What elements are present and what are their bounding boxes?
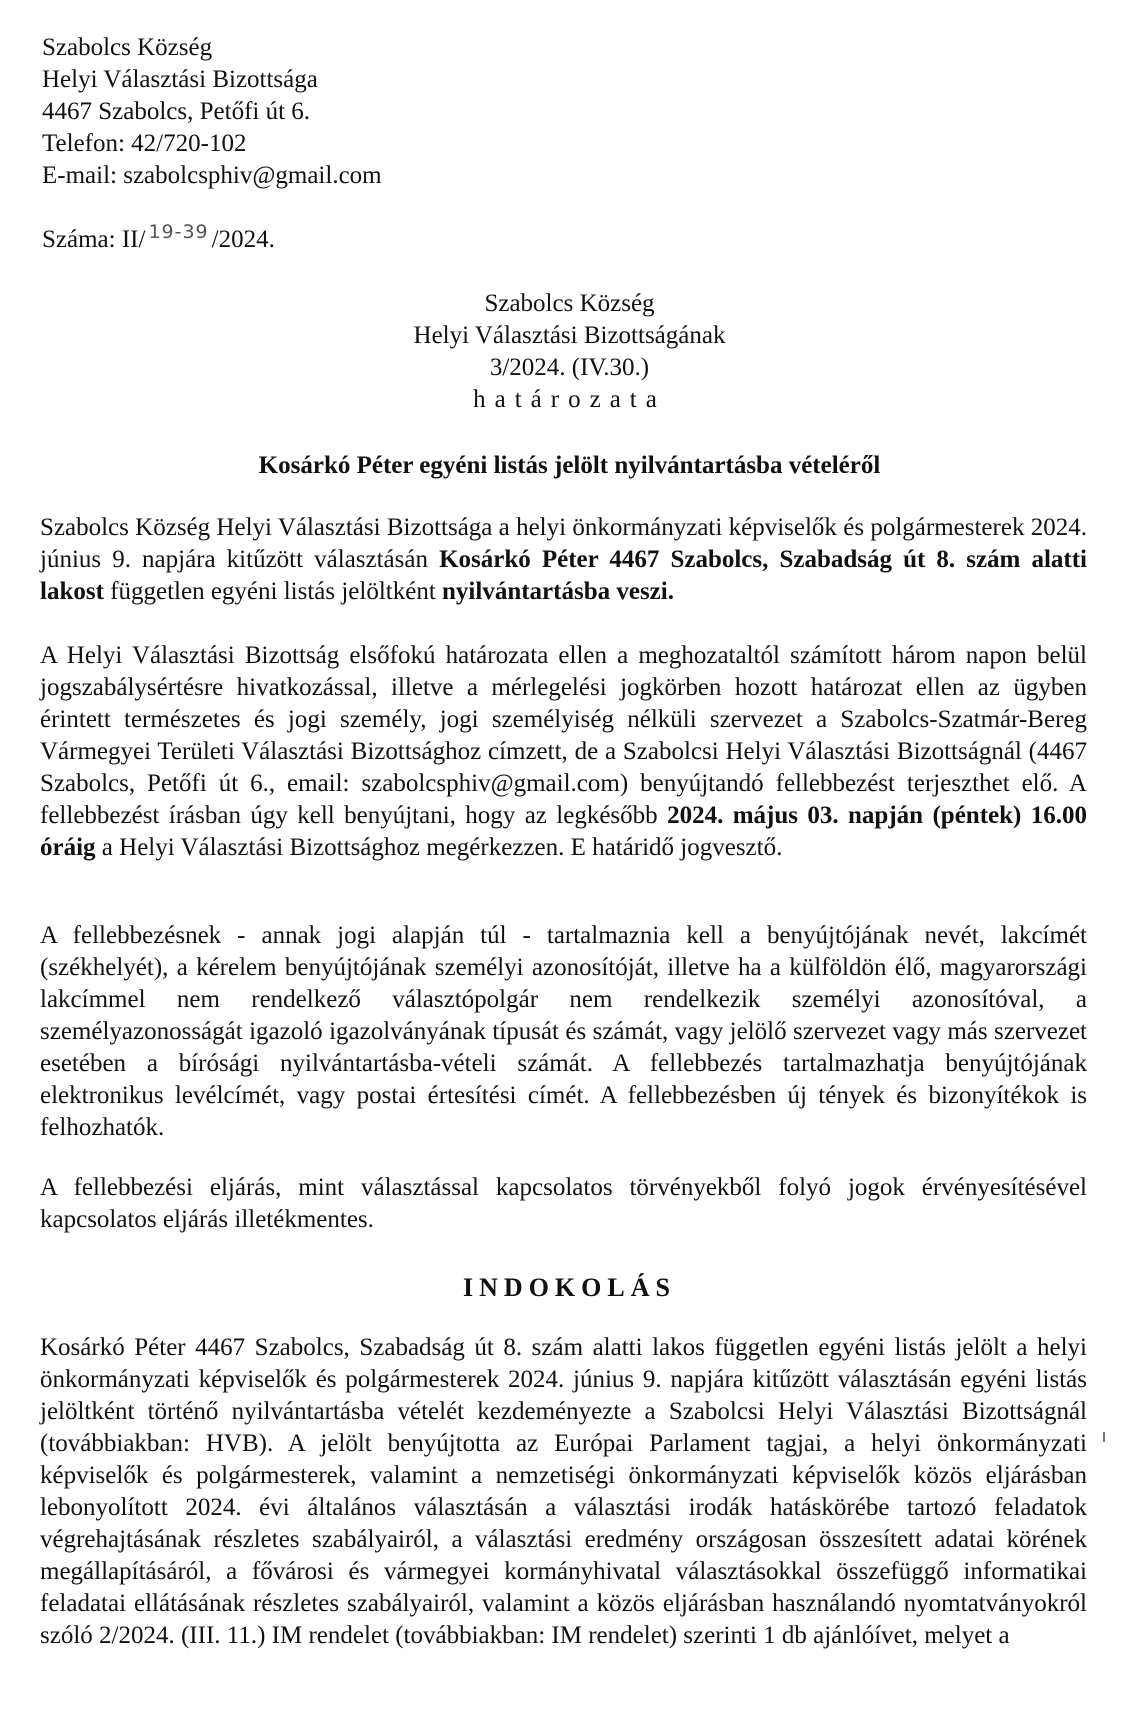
reference-number [42,221,275,257]
justification-title: INDOKOLÁS [463,1273,676,1302]
subject-line: Kosárkó Péter egyéni listás jelölt nyilvántartásba vételéről [258,452,881,479]
sender-address: 4467 Szabolcs, Petőfi út 6. [42,98,311,125]
justification-paragraph [40,1332,1087,1652]
decision-text-1: Szabolcs Község Helyi Választási Bizottsága a helyi önkormányzati képviselők és polgármesterek 2024. június 9. napjára kitűzött választásán [40,514,1087,573]
heading-resolution-number: 3/2024. (IV.30.) [489,354,650,381]
appeal-deadline: 2024. május 03. napján (péntek) 16.00 óráig [40,802,1087,861]
sender-name: Szabolcs Község [42,34,213,61]
reference-prefix: Száma: II/ [42,226,146,253]
appeal-contents-paragraph [40,920,1087,1144]
handwritten-number: 19-39 [148,221,209,243]
appeal-contents-text: A fellebbezésnek - annak jogi alapján túl - tartalmaznia kell a benyújtójának nevét, lakcímét (székhelyét), a kérelem benyújtójának személyi azonosítóját, illetve ha a külföldön élő, magyarországi lakcímmel nem rendelkező választópolgár nem rendelkezik személyi azonosítóval, a személyazonosságát igazoló igazolványának típusát és számát, vagy jelölő szervezet vagy más szervezet esetében a bírósági nyilvántartásba-vételi számát. A fellebbezés tartalmazhatja benyújtójának elektronikus levélcímét, vagy postai értesítési címét. A fellebbezésben új tények és bizonyítékok is felhozhatók. [40,922,1087,1141]
heading-committee: Helyi Választási Bizottságának [413,322,726,349]
decision-outcome: nyilvántartásba veszi. [442,578,674,605]
fee-text: A fellebbezési eljárás, mint választással kapcsolatos törvényekből folyó jogok érvényesítésével kapcsolatos eljárás illetékmentes. [40,1174,1087,1233]
sender-block [42,32,382,192]
reference-suffix: /2024. [211,226,275,253]
resolution-heading [0,288,1139,416]
heading-resolution-word: határozata [473,386,666,413]
fee-paragraph [40,1172,1087,1236]
sender-committee: Helyi Választási Bizottsága [42,66,318,93]
sender-email: E-mail: szabolcsphiv@gmail.com [42,162,382,189]
scan-mark [1103,1432,1105,1442]
sender-phone: Telefon: 42/720-102 [42,130,247,157]
appeal-paragraph [40,640,1087,864]
decision-candidate: Kosárkó Péter 4467 Szabolcs, Szabadság út 8. szám alatti lakost [40,546,1088,605]
decision-paragraph [40,512,1087,608]
justification-text: Kosárkó Péter 4467 Szabolcs, Szabadság út 8. szám alatti lakos független egyéni listás jelölt a helyi önkormányzati képviselők és polgármesterek 2024. június 9. napjára kitűzött választásán egyéni listás jelöltként történő nyilvántartásba vételét kezdeményezte a Szabolcsi Helyi Választási Bizottságnál (továbbiakban: HVB). A jelölt benyújtotta az Európai Parlament tagjai, a helyi önkormányzati képviselők és polgármesterek, valamint a nemzetiségi önkormányzati képviselők közös eljárásban lebonyolított 2024. évi általános választásán a választási irodák hatáskörébe tartozó feladatok végrehajtásának részletes szabályairól, a választási eredmény országosan összesített adatai körének megállapításáról, a fővárosi és vármegyei kormányhivatal választásokkal összefüggő informatikai feladatai ellátásának részletes szabályairól, valamint a közös eljárásban használandó nyomtatványokról szóló 2/2024. (III. 11.) IM rendelet (továbbiakban: IM rendelet) szerinti 1 db ajánlóívet, melyet a [40,1334,1087,1649]
decision-text-2: független egyéni listás jelöltként [103,578,443,605]
appeal-text-2: a Helyi Választási Bizottsághoz megérkezzen. E határidő jogvesztő. [95,834,783,861]
appeal-text-1: A Helyi Választási Bizottság elsőfokú határozata ellen a meghozataltól számított három napon belül jogszabálysértésre hivatkozással, illetve a mérlegelési jogkörben hozott határozat ellen az ügyben érintett természetes és jogi személy, jogi személyiség nélküli szervezet a Szabolcs-Szatmár-Bereg Vármegyei Területi Választási Bizottsághoz címzett, de a Szabolcsi Helyi Választási Bizottságnál (4467 Szabolcs, Petőfi út 6., email: szabolcsphiv@gmail.com) benyújtandó fellebbezést terjeszthet elő. A fellebbezést írásban úgy kell benyújtani, hogy az legkésőbb [40,642,1087,829]
heading-municipality: Szabolcs Község [484,290,655,317]
